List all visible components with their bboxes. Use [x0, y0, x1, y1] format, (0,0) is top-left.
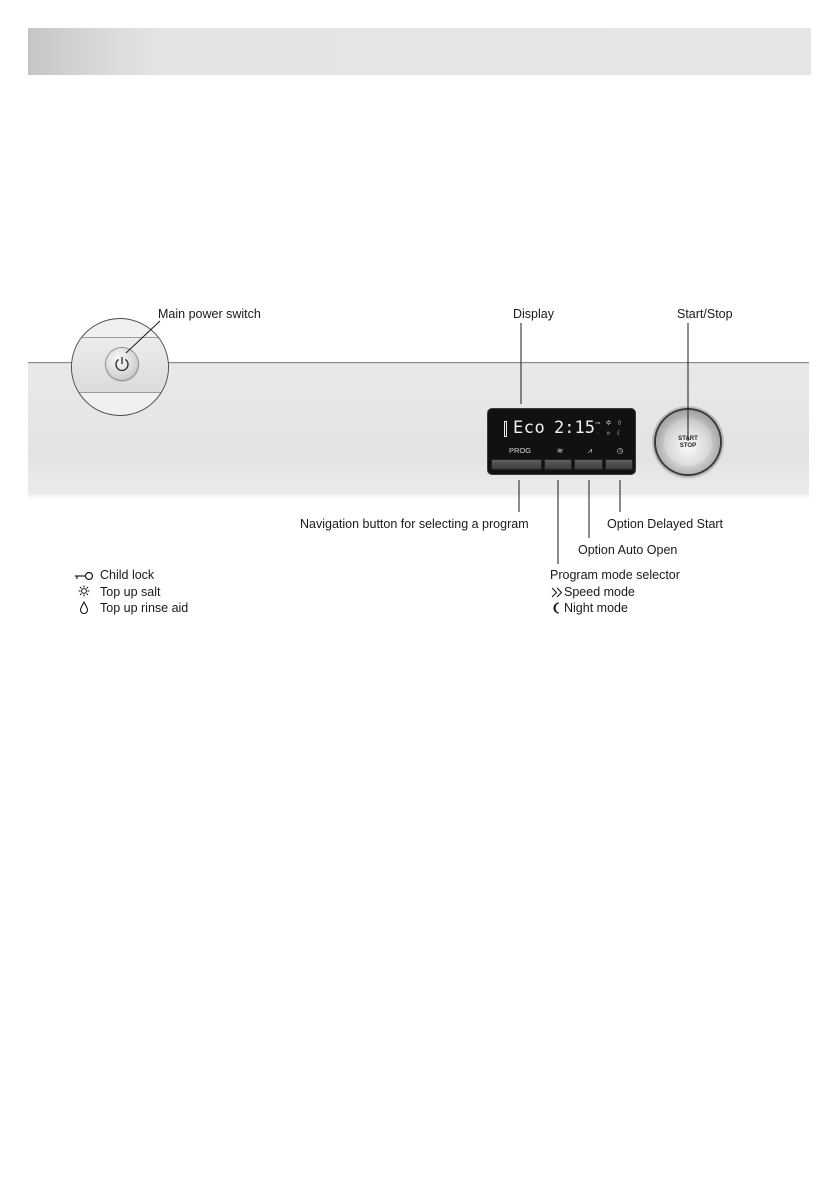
option-delayed-start-label: Option Delayed Start — [607, 517, 724, 531]
header-bar — [28, 28, 811, 75]
moon-icon: ☾ — [616, 430, 623, 437]
main-power-switch-label: Main power switch — [158, 307, 261, 321]
auto-open-icon: ⩘ — [587, 446, 593, 455]
speed-icon: » — [606, 430, 611, 437]
start-stop-button[interactable] — [656, 410, 720, 474]
option-auto-open-label: Option Auto Open — [578, 543, 678, 557]
start-stop-label: Start/Stop — [677, 307, 733, 321]
drop-icon — [79, 601, 89, 614]
legend-top-up-salt: Top up salt — [100, 585, 161, 599]
dishes-icon: ≋ — [556, 446, 564, 455]
legend-speed-mode: Speed mode — [564, 585, 635, 599]
display-status-icons — [592, 419, 628, 439]
display — [488, 409, 635, 474]
legend-top-up-rinse-aid: Top up rinse aid — [100, 601, 189, 615]
salt-icon: ✲ — [605, 420, 612, 427]
prog-button[interactable] — [491, 459, 542, 470]
salt-icon — [78, 585, 90, 597]
panel-bottom-edge — [28, 495, 809, 498]
display-button-labels — [490, 446, 633, 456]
program-mode-selector-label: Program mode selector — [550, 568, 680, 582]
stop-label: STOP — [679, 443, 697, 449]
drop-icon: ◊ — [617, 420, 622, 427]
auto-open-button[interactable] — [574, 459, 603, 470]
moon-icon — [552, 602, 562, 614]
display-program-name: Eco — [513, 418, 546, 438]
power-icon — [106, 348, 138, 380]
delayed-start-button[interactable] — [605, 459, 633, 470]
display-label: Display — [513, 307, 554, 321]
power-switch-magnifier — [71, 318, 169, 416]
prog-label: PROG — [508, 446, 532, 455]
legend-child-lock: Child lock — [100, 568, 155, 582]
start-label: START — [678, 436, 698, 442]
dim-icon: ◦ — [596, 430, 599, 437]
main-power-button[interactable] — [106, 348, 138, 380]
program-indicator-bar — [504, 421, 507, 437]
program-mode-button[interactable] — [544, 459, 572, 470]
speed-icon — [551, 587, 564, 598]
legend-night-mode: Night mode — [564, 601, 628, 615]
clock-icon: ◷ — [616, 446, 624, 455]
display-time: 2:15 — [554, 418, 595, 438]
key-icon: ⊸ — [594, 420, 601, 427]
navigation-button-label: Navigation button for selecting a program — [300, 517, 529, 531]
key-icon — [74, 570, 94, 582]
